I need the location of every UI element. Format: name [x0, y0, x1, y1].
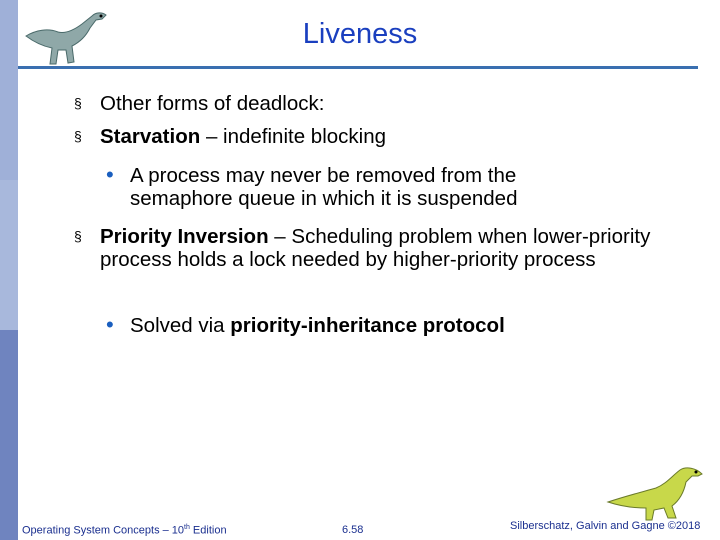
- footer-left: Operating System Concepts – 10th Edition: [22, 524, 227, 537]
- title-divider: [18, 66, 698, 69]
- sub-bullet-marker: •: [106, 162, 114, 187]
- sub-bullet-1: • A process may never be removed from the semaphore queue in which it is suspended: [106, 162, 518, 210]
- bullet-marker: §: [74, 128, 82, 144]
- footer-page-number: 6.58: [342, 524, 364, 536]
- bullet-3: § Priority Inversion – Scheduling problem when lower-priority process holds a lock needed by higher-priority process: [74, 225, 651, 271]
- bullet-2: § Starvation – indefinite blocking: [74, 125, 387, 148]
- bullet-marker: §: [74, 228, 82, 244]
- slide-title: Liveness: [302, 18, 418, 50]
- sub-bullet-marker: •: [106, 312, 114, 337]
- left-accent-bar: [0, 0, 18, 540]
- bullet-marker: §: [74, 95, 82, 111]
- bullet-1: § Other forms of deadlock:: [74, 92, 325, 115]
- sub-bullet-2: • Solved via priority-inheritance protocol: [106, 312, 505, 337]
- dinosaur-icon-bottom: [606, 462, 714, 524]
- footer-right: Silberschatz, Galvin and Gagne ©2018: [510, 520, 701, 532]
